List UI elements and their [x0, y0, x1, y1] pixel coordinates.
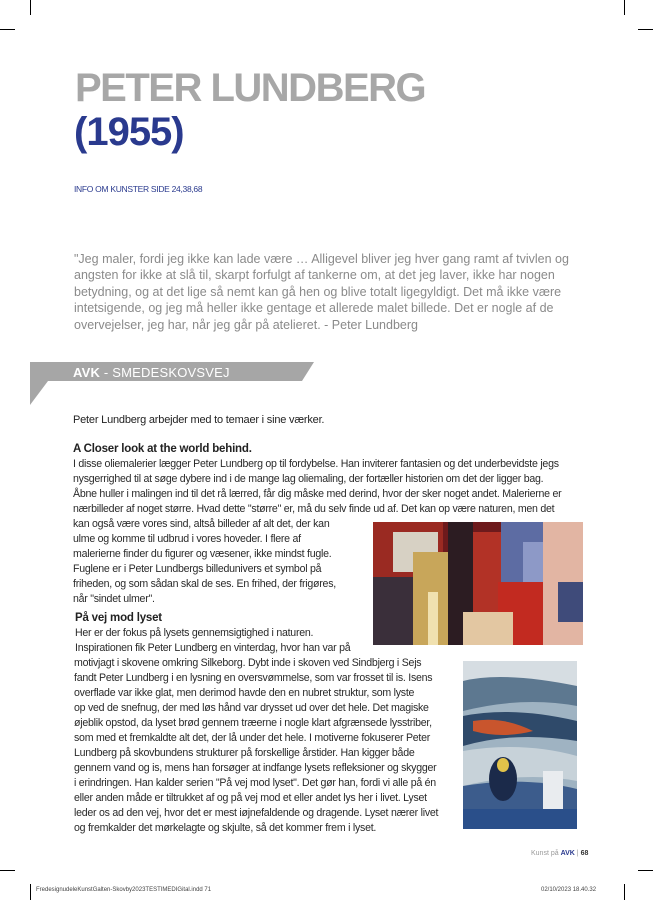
page-footer [531, 850, 588, 857]
section-heading-paa-vej: På vej mod lyset [75, 612, 162, 624]
body-line: overflade var ikke glat, men derimod havde den en nubret struktur, som lyste [74, 687, 415, 699]
body-line: Lundberg på skovbundens strukturer på forskellige årstider. Han kigger både [74, 747, 415, 759]
body-line: i erindringen. Han kalder serien "På vej mod lyset". Det gør han, fordi vi alle på én [74, 777, 436, 789]
body-line: fandt Peter Lundberg i en lysning en oversvømmelse, som var frosset til is. Isens [74, 672, 433, 684]
body-line: Inspirationen fik Peter Lundberg en vinterdag, hvor han var på [75, 642, 351, 654]
body-line: nysgerrighed til at søge dybere ind i de mange lag oliemaling, der fortæller historien om det der ligger bag. [73, 473, 544, 485]
intro-paragraph: Peter Lundberg arbejder med to temaer i sine værker. [73, 414, 325, 426]
page-number: 68 [580, 850, 589, 857]
banner-bold: AVK [73, 365, 101, 380]
crop-mark [30, 884, 31, 900]
crop-mark [624, 884, 625, 900]
body-line: leder os ad den vej, hvor det er mest iøjnefaldende og dragende. Lyset nærer livet [74, 807, 439, 819]
artist-year-title: (1955) [74, 110, 184, 154]
body-line: øjeblik opstod, da lyset brød gennem træerne i nogle klart afgrænsede lysstriber, [74, 717, 432, 729]
crop-mark [638, 870, 653, 871]
crop-mark [30, 0, 31, 15]
body-line: Her er der fokus på lysets gennemsigtighed i naturen. [75, 627, 314, 639]
footer-sep: | [574, 850, 581, 857]
body-line: friheden, og som sådan skal de ses. En frihed, der frigøres, [73, 578, 336, 590]
body-line: ulme og komme til udbrud i vores hoveder. I flere af [73, 533, 301, 545]
body-line: som med et fremkaldte alt det, der lå under det hele. I motiverne fokuserer Peter [74, 732, 431, 744]
footer-prefix: Kunst på [531, 850, 561, 857]
body-line: eller anden måde er tiltrukket af og på vej mod et eller andet lys her i livet. Lyset [74, 792, 427, 804]
crop-mark [624, 0, 625, 15]
body-line: og fremkalder det mørkelagte og skjulte, så det kommer frem i lyset. [74, 822, 377, 834]
painting-image-abstract-red [373, 522, 583, 645]
location-banner-label [73, 365, 230, 380]
body-line: nærbilleder af noget større. Hvad dette "større" er, må du selv finde ud af. Det kan op være naturen, men det [73, 503, 555, 515]
body-line: når "sindet ulmer". [73, 593, 155, 605]
painting-image-winter-light [463, 661, 577, 829]
body-line: Åbne huller i malingen ind til det rå lærred, får dig måske med derind, hvor der sker noget andet. Malerierne er [73, 488, 562, 500]
body-line: malerierne finder du figurer og væsener, ikke mindst fugle. [73, 548, 332, 560]
info-line: INFO OM KUNSTER SIDE 24,38,68 [74, 184, 203, 194]
artist-quote: "Jeg maler, fordi jeg ikke kan lade være … Alligevel bliver jeg hver gang ramt af tvivlen og angsten for ikke at slå til, skarpt forfulgt af tankerne om, at det jeg laver, ikke har nogen betydning, og at det lige så nemt kan gå hen og blive totalt ligegyldigt. Det må ikke være intetsigende, og jeg må heller ikke gentage et allerede malet billede. Det er nogle af de overvejelser, jeg har, når jeg går på atelieret. - Peter Lundberg [74, 252, 569, 332]
section-heading-closer-look: A Closer look at the world behind. [73, 443, 252, 455]
body-line: gennem vand og is, mens han forsøger at indfange lysets refleksioner og skygger [74, 762, 437, 774]
footer-avk: AVK [560, 850, 575, 857]
crop-mark [0, 29, 15, 30]
print-slug-timestamp: 02/10/2023 18.40.32 [541, 887, 597, 893]
banner-rest: - SMEDESKOVSVEJ [100, 365, 230, 380]
body-line: Fuglene er i Peter Lundbergs billedunivers et symbol på [73, 563, 322, 575]
artist-name-title: PETER LUNDBERG [75, 66, 426, 110]
body-line: op ved de snefnug, der med løs hånd var drysset ud over det hele. Det magiske [74, 702, 429, 714]
body-line: kan også være vores sind, altså billeder af alt det, der kan [73, 518, 330, 530]
crop-mark [638, 29, 653, 30]
body-line: I disse oliemalerier lægger Peter Lundberg op til fordybelse. Han inviterer fantasien og det underbevidste jegs [73, 458, 559, 470]
crop-mark [0, 870, 15, 871]
print-slug-filename: FredesignudeleKunstGalten-Skovby2023TESTIMEDIGital.indd 71 [36, 887, 212, 893]
body-line: motivjagt i skovene omkring Silkeborg. Dybt inde i skoven ved Sindbjerg i Sejs [74, 657, 422, 669]
